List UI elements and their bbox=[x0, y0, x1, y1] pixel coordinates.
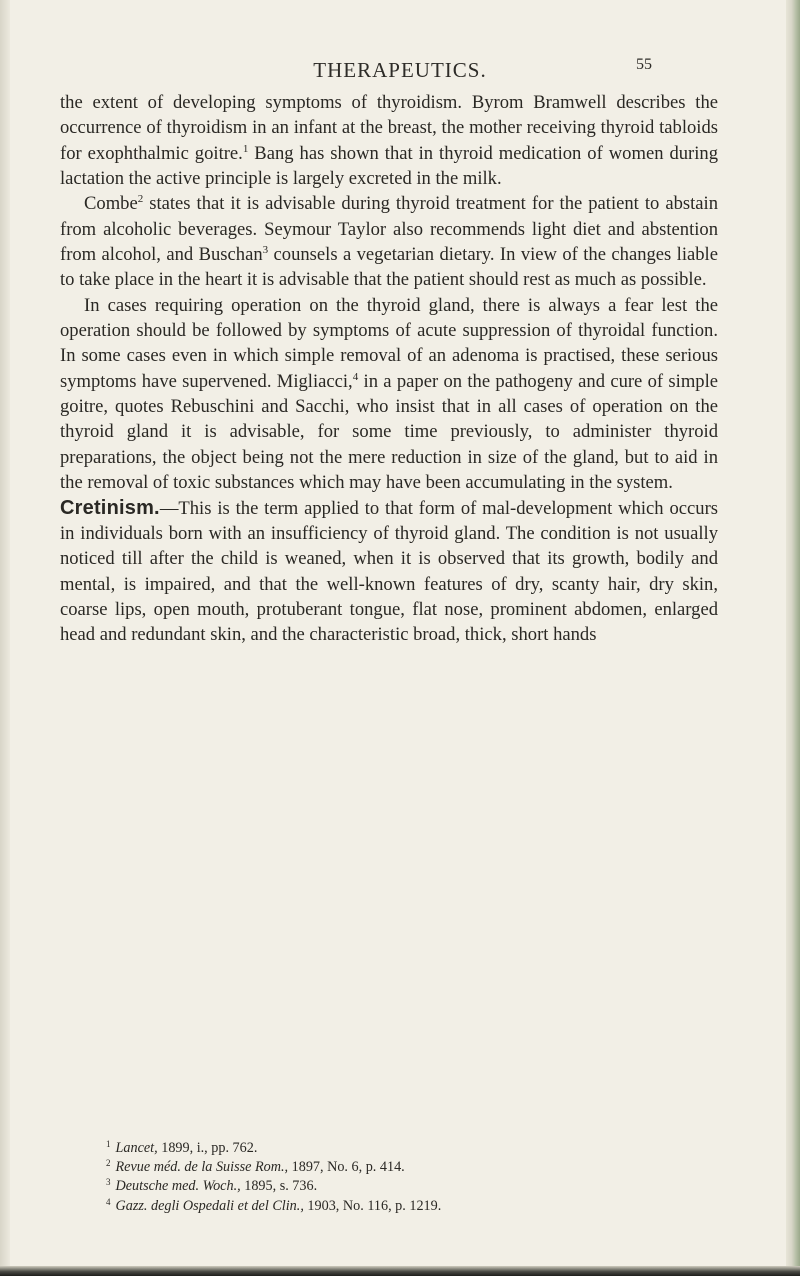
section-heading: Cretinism. bbox=[60, 496, 160, 519]
paragraph-text: Bang has shown that in thyroid medication of women during lactation the active principle is largely excreted in the milk. bbox=[60, 142, 719, 190]
running-head: THERAPEUTICS. bbox=[313, 58, 487, 82]
page-left-edge bbox=[0, 0, 10, 1276]
footnote-source: Lancet, bbox=[115, 1140, 158, 1156]
footnote-ref: 2 bbox=[137, 193, 144, 206]
page-number: 55 bbox=[636, 56, 652, 73]
paragraph-text: —This is the term applied to that form of mal-development which occurs in individuals born with an insufficiency of thyroid gland. The condition is not usually noticed till after the child is weaned, when it is observed that its growth, bodily and mental, is impaired, and that the well-known features of dry, scanty hair, dry skin, coarse lips, open mouth, protuberant tongue, flat nose, prominent abdomen, enlarged head and redundant skin, and the characteristic broad, thick, short hands bbox=[60, 497, 718, 646]
footnote bbox=[106, 1139, 726, 1158]
paragraph-4 bbox=[60, 496, 718, 648]
footnote-number: 3 bbox=[106, 1177, 111, 1188]
footnote-source: Deutsche med. Woch., bbox=[115, 1178, 241, 1195]
footnotes bbox=[106, 1139, 726, 1216]
footnote-number: 1 bbox=[106, 1139, 111, 1149]
footnote-source: Gazz. degli Ospedali et del Clin., bbox=[115, 1197, 304, 1214]
paragraph-text: Combe bbox=[84, 193, 138, 215]
footnote bbox=[106, 1177, 726, 1196]
body-text bbox=[60, 90, 718, 648]
paragraph-text: the extent of developing symptoms of thyroidism. Byrom Bramwell describes the occurrence of thyroidism in an infant at the breast, the mother receiving thyroid tabloids for exophthalmic goitre. bbox=[60, 92, 718, 164]
paragraph-2 bbox=[60, 191, 718, 292]
page-right-edge bbox=[786, 0, 800, 1276]
page-bottom-edge bbox=[0, 1266, 800, 1276]
footnote-detail: 1899, i., pp. 762. bbox=[157, 1140, 258, 1156]
footnote-number: 2 bbox=[106, 1158, 111, 1169]
footnote bbox=[106, 1158, 726, 1177]
paragraph-text: states that it is advisable during thyroid treatment for the patient to abstain from alcoholic beverages. Seymour Taylor also recommends light diet and abstention from alcohol, and Buschan bbox=[60, 193, 718, 266]
footnote-detail: 1895, s. 736. bbox=[240, 1178, 318, 1195]
footnote-detail: 1897, No. 6, p. 414. bbox=[288, 1159, 405, 1176]
footnote-detail: 1903, No. 116, p. 1219. bbox=[303, 1197, 442, 1214]
page-header bbox=[0, 58, 800, 88]
footnote bbox=[106, 1197, 726, 1216]
paragraph-3 bbox=[60, 293, 718, 496]
footnote-number: 4 bbox=[106, 1196, 111, 1207]
paragraph-1 bbox=[60, 90, 718, 191]
footnote-source: Revue méd. de la Suisse Rom., bbox=[115, 1159, 289, 1176]
paragraph-text: in a paper on the pathogeny and cure of simple goitre, quotes Rebuschini and Sacchi, who insist that in all cases of operation on the thyroid gland it is advisable, for some time previously, to administer thyroid preparations, the object being not the mere reduction in size of the gland, but to aid in the removal of toxic substances which may have been accumulating in the system. bbox=[60, 370, 719, 494]
footnote-ref: 4 bbox=[352, 370, 359, 383]
paragraph-text: counsels a vegetarian dietary. In view of the changes liable to take place in the heart it is advisable that the patient should rest as much as possible. bbox=[60, 244, 718, 291]
footnote-ref: 1 bbox=[242, 142, 249, 155]
footnote-ref: 3 bbox=[262, 244, 269, 257]
paragraph-text: In cases requiring operation on the thyroid gland, there is always a fear lest the operation should be followed by symptoms of acute suppression of thyroidal function. In some cases even in which simple removal of an adenoma is practised, these serious symptoms have supervened. Migliacci, bbox=[60, 294, 718, 392]
